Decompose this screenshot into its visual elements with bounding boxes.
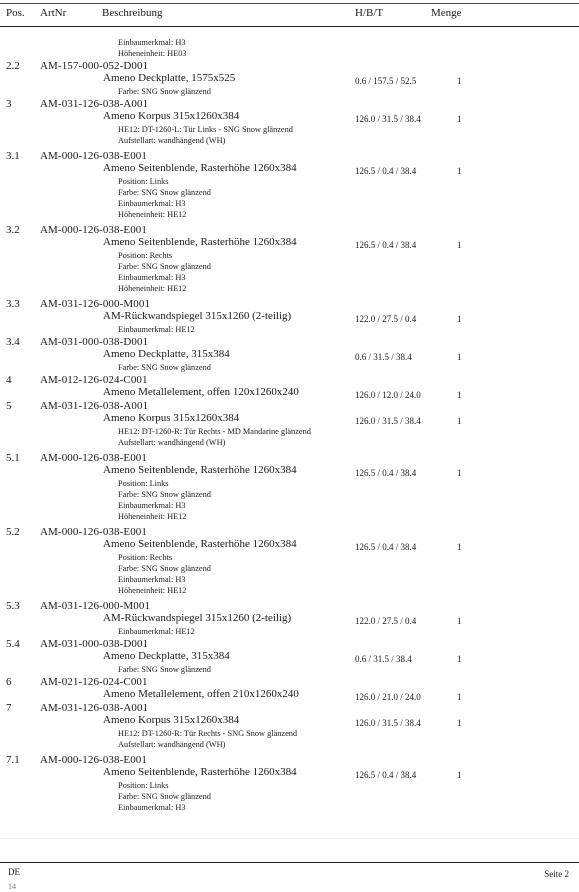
detail-line: Farbe: SNG Snow glänzend <box>118 792 211 801</box>
item-position: 5.3 <box>6 600 20 612</box>
item-position: 3.3 <box>6 298 20 310</box>
detail-line: Position: Links <box>118 781 169 790</box>
detail-line: Farbe: SNG Snow glänzend <box>118 363 211 372</box>
item-quantity: 1 <box>457 542 462 552</box>
item-dimensions: 126.5 / 0.4 / 38.4 <box>355 240 417 250</box>
item-dimensions: 126.5 / 0.4 / 38.4 <box>355 542 417 552</box>
footer-language: DE <box>8 867 20 877</box>
item-article-number: AM-021-126-024-C001 <box>40 676 148 688</box>
item-article-number: AM-157-000-052-D001 <box>40 60 149 72</box>
item-description: Ameno Deckplatte, 1575x525 <box>103 72 236 84</box>
item-position: 4 <box>6 374 12 386</box>
item-article-number: AM-031-000-038-D001 <box>40 638 149 650</box>
detail-line: Höheneinheit: HE12 <box>118 210 187 219</box>
item-quantity: 1 <box>457 654 462 664</box>
detail-line: Aufstellart: wandhängend (WH) <box>118 740 226 749</box>
detail-line: Höheneinheit: HE12 <box>118 586 187 595</box>
detail-line: Einbaumerkmal: H3 <box>118 803 186 812</box>
item-dimensions: 126.0 / 31.5 / 38.4 <box>355 114 421 124</box>
footer-page-number: Seite 2 <box>544 869 569 879</box>
detail-line: Einbaumerkmal: HE12 <box>118 325 195 334</box>
item-dimensions: 126.0 / 21.0 / 24.0 <box>355 692 421 702</box>
detail-line: Position: Links <box>118 177 169 186</box>
item-article-number: AM-031-126-038-A001 <box>40 98 149 110</box>
header-hbt: H/B/T <box>355 7 384 19</box>
detail-line: HE12: DT-1260-L: Tür Links - SNG Snow glänzend <box>118 125 293 134</box>
item-article-number: AM-000-126-038-E001 <box>40 224 147 236</box>
item-quantity: 1 <box>457 692 462 702</box>
item-quantity: 1 <box>457 468 462 478</box>
item-quantity: 1 <box>457 114 462 124</box>
item-description: Ameno Seitenblende, Rasterhöhe 1260x384 <box>103 538 297 550</box>
item-position: 5.4 <box>6 638 20 650</box>
detail-line: Einbaumerkmal: H3 <box>118 199 186 208</box>
footer-small-text: 14 <box>8 882 16 891</box>
item-article-number: AM-000-126-038-E001 <box>40 452 147 464</box>
item-description: Ameno Seitenblende, Rasterhöhe 1260x384 <box>103 464 297 476</box>
item-article-number: AM-031-000-038-D001 <box>40 336 149 348</box>
item-quantity: 1 <box>457 352 462 362</box>
item-position: 5.1 <box>6 452 20 464</box>
item-article-number: AM-031-126-000-M001 <box>40 600 151 612</box>
detail-line: Farbe: SNG Snow glänzend <box>118 87 211 96</box>
item-position: 7.1 <box>6 754 20 766</box>
item-quantity: 1 <box>457 770 462 780</box>
header-artnr: ArtNr <box>40 7 67 19</box>
item-quantity: 1 <box>457 240 462 250</box>
item-description: Ameno Metallelement, offen 120x1260x240 <box>103 386 299 398</box>
detail-line: Position: Rechts <box>118 251 173 260</box>
item-description: Ameno Metallelement, offen 210x1260x240 <box>103 688 299 700</box>
item-quantity: 1 <box>457 616 462 626</box>
detail-line: Farbe: SNG Snow glänzend <box>118 188 211 197</box>
item-dimensions: 0.6 / 31.5 / 38.4 <box>355 654 412 664</box>
detail-line: Einbaumerkmal: H3 <box>118 38 186 47</box>
item-article-number: AM-031-126-038-A001 <box>40 702 149 714</box>
item-quantity: 1 <box>457 416 462 426</box>
item-quantity: 1 <box>457 314 462 324</box>
detail-line: Höheneinheit: HE12 <box>118 284 187 293</box>
item-description: Ameno Deckplatte, 315x384 <box>103 348 230 360</box>
item-quantity: 1 <box>457 718 462 728</box>
detail-line: Höheneinheit: HE03 <box>118 49 187 58</box>
header-rule <box>0 26 579 27</box>
detail-line: Position: Rechts <box>118 553 173 562</box>
item-description: Ameno Seitenblende, Rasterhöhe 1260x384 <box>103 236 297 248</box>
item-position: 3.2 <box>6 224 20 236</box>
item-dimensions: 126.5 / 0.4 / 38.4 <box>355 468 417 478</box>
item-article-number: AM-000-126-038-E001 <box>40 526 147 538</box>
item-description: Ameno Korpus 315x1260x384 <box>103 110 240 122</box>
detail-line: Aufstellart: wandhängend (WH) <box>118 136 226 145</box>
detail-line: HE12: DT-1260-R: Tür Rechts - SNG Snow glänzend <box>118 729 298 738</box>
detail-line: Einbaumerkmal: HE12 <box>118 627 195 636</box>
table-header <box>0 0 579 26</box>
detail-line: Aufstellart: wandhängend (WH) <box>118 438 226 447</box>
item-dimensions: 126.0 / 12.0 / 24.0 <box>355 390 421 400</box>
item-dimensions: 126.0 / 31.5 / 38.4 <box>355 416 421 426</box>
item-article-number: AM-000-126-038-E001 <box>40 754 147 766</box>
item-article-number: AM-012-126-024-C001 <box>40 374 148 386</box>
item-position: 7 <box>6 702 12 714</box>
scan-mark <box>0 838 579 839</box>
item-dimensions: 122.0 / 27.5 / 0.4 <box>355 616 417 626</box>
item-quantity: 1 <box>457 76 462 86</box>
header-pos: Pos. <box>6 7 25 19</box>
footer-rule <box>0 862 579 863</box>
item-dimensions: 0.6 / 31.5 / 38.4 <box>355 352 412 362</box>
detail-line: Einbaumerkmal: H3 <box>118 575 186 584</box>
item-description: Ameno Seitenblende, Rasterhöhe 1260x384 <box>103 766 297 778</box>
detail-line: Farbe: SNG Snow glänzend <box>118 490 211 499</box>
item-quantity: 1 <box>457 390 462 400</box>
item-position: 6 <box>6 676 12 688</box>
item-description: AM-Rückwandspiegel 315x1260 (2-teilig) <box>103 310 292 322</box>
detail-line: Position: Links <box>118 479 169 488</box>
detail-line: Einbaumerkmal: H3 <box>118 273 186 282</box>
item-position: 2.2 <box>6 60 20 72</box>
item-dimensions: 126.5 / 0.4 / 38.4 <box>355 166 417 176</box>
detail-line: Einbaumerkmal: H3 <box>118 501 186 510</box>
item-position: 3.4 <box>6 336 20 348</box>
item-dimensions: 0.6 / 157.5 / 52.5 <box>355 76 417 86</box>
item-position: 5.2 <box>6 526 20 538</box>
detail-line: Höheneinheit: HE12 <box>118 512 187 521</box>
header-qty: Menge <box>431 7 462 19</box>
item-position: 5 <box>6 400 12 412</box>
item-quantity: 1 <box>457 166 462 176</box>
item-description: AM-Rückwandspiegel 315x1260 (2-teilig) <box>103 612 292 624</box>
item-dimensions: 126.5 / 0.4 / 38.4 <box>355 770 417 780</box>
item-position: 3.1 <box>6 150 20 162</box>
item-article-number: AM-031-126-000-M001 <box>40 298 151 310</box>
item-dimensions: 126.0 / 31.5 / 38.4 <box>355 718 421 728</box>
item-description: Ameno Deckplatte, 315x384 <box>103 650 230 662</box>
item-description: Ameno Seitenblende, Rasterhöhe 1260x384 <box>103 162 297 174</box>
item-position: 3 <box>6 98 12 110</box>
detail-line: HE12: DT-1260-R: Tür Rechts - MD Mandarine glänzend <box>118 427 311 436</box>
item-dimensions: 122.0 / 27.5 / 0.4 <box>355 314 417 324</box>
detail-line: Farbe: SNG Snow glänzend <box>118 665 211 674</box>
detail-line: Farbe: SNG Snow glänzend <box>118 262 211 271</box>
item-description: Ameno Korpus 315x1260x384 <box>103 412 240 424</box>
item-article-number: AM-031-126-038-A001 <box>40 400 149 412</box>
header-description: Beschreibung <box>102 7 163 19</box>
item-description: Ameno Korpus 315x1260x384 <box>103 714 240 726</box>
item-article-number: AM-000-126-038-E001 <box>40 150 147 162</box>
detail-line: Farbe: SNG Snow glänzend <box>118 564 211 573</box>
